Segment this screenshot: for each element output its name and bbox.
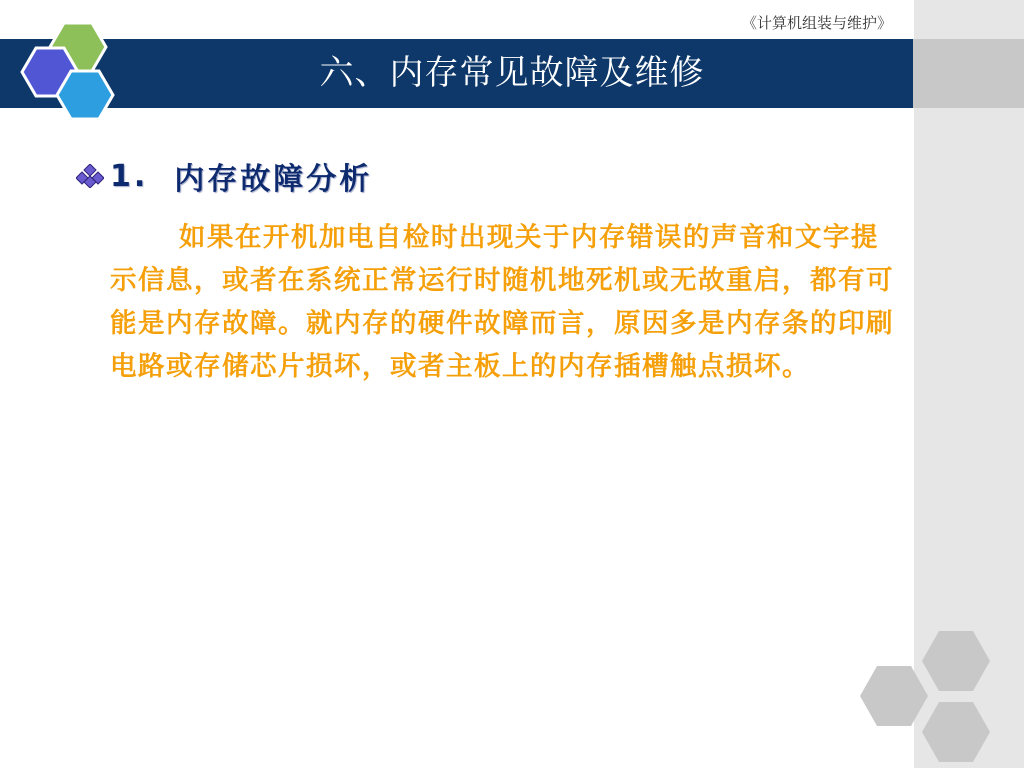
section-heading: [76, 156, 372, 196]
gray-hexagon-top-icon: [922, 631, 990, 691]
slide-title: 六、内存常见故障及维修: [319, 53, 705, 93]
section-number: 1.: [110, 158, 149, 194]
blue-hexagon-icon: [57, 71, 113, 119]
gray-hexagon-decoration: [858, 628, 998, 763]
body-paragraph: 如果在开机加电自检时出现关于内存错误的声音和文字提示信息，或者在系统正常运行时随机地死机或无故重启，都有可能是内存故障。就内存的硬件故障而言，原因多是内存条的印刷电路或存储芯片损坏，或者主板上的内存插槽触点损坏。: [110, 222, 894, 382]
course-title: 《计算机组装与维护》: [741, 14, 892, 32]
section-title: 内存故障分析: [174, 162, 373, 197]
gray-hexagon-left-icon: [860, 666, 928, 726]
diamond-bullet-icon: [76, 164, 104, 188]
hexagon-cluster-logo: [10, 22, 120, 127]
gray-hexagon-bottom-icon: [922, 702, 990, 762]
